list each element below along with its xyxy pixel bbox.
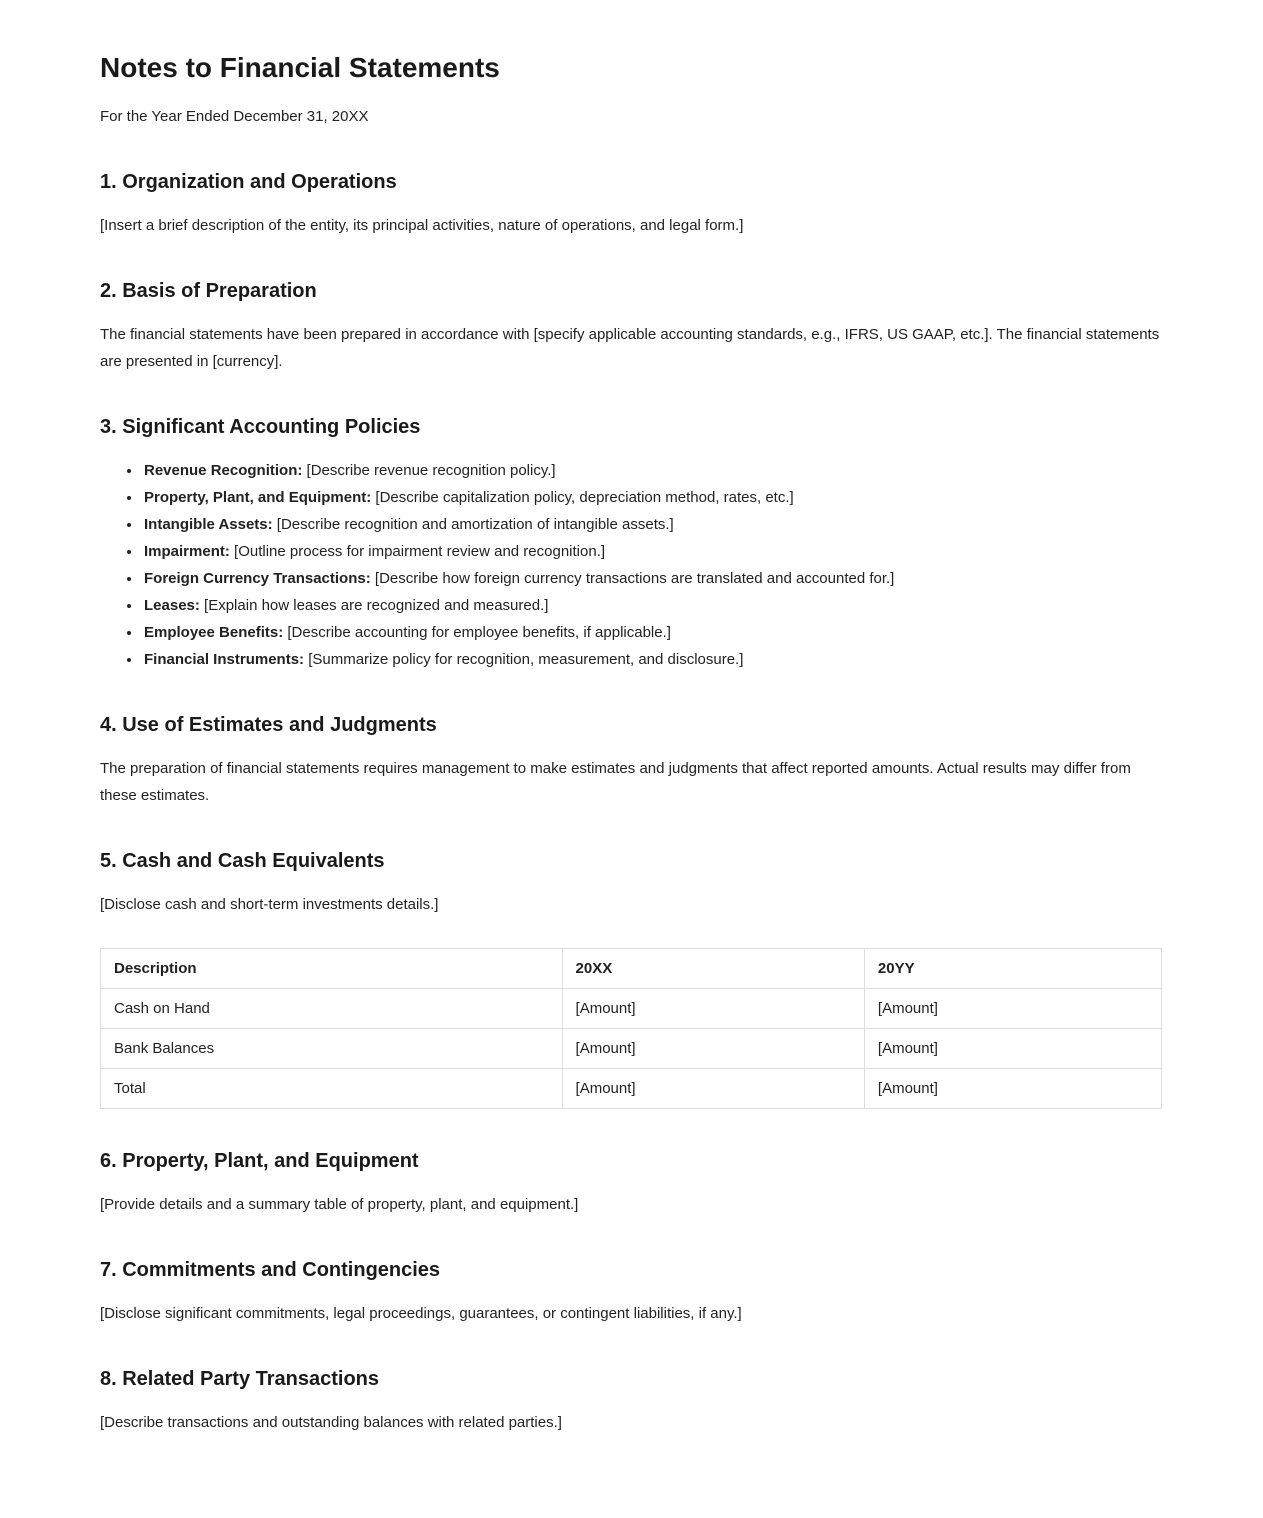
bullet-label: Impairment: bbox=[144, 543, 230, 560]
section-paragraph: [Disclose cash and short-term investments details.] bbox=[100, 896, 439, 913]
list-item-property-plant-equipment bbox=[142, 484, 1162, 511]
section-paragraph: The preparation of financial statements requires management to make estimates and judgments that affect reported amounts. Actual results may differ from these estimates. bbox=[100, 760, 1131, 804]
section-heading: 7. Commitments and Contingencies bbox=[100, 1259, 441, 1281]
table-cell-amount-20xx: [Amount] bbox=[562, 1069, 864, 1109]
table-cell-description: Total bbox=[101, 1069, 563, 1109]
section-paragraph: The financial statements have been prepared in accordance with [specify applicable accounting standards, e.g., IFRS, US GAAP, etc.]. The financial statements are presented in [currency]. bbox=[100, 326, 1160, 370]
bullet-text: [Describe revenue recognition policy.] bbox=[302, 462, 556, 479]
bullet-label: Financial Instruments: bbox=[144, 651, 305, 668]
section-use-of-estimates-and-judgments bbox=[100, 713, 1162, 809]
section-cash-and-cash-equivalents bbox=[100, 849, 1162, 1109]
policy-list bbox=[100, 457, 1162, 673]
section-heading: 2. Basis of Preparation bbox=[100, 280, 317, 302]
bullet-label: Foreign Currency Transactions: bbox=[144, 570, 371, 587]
page-title: Notes to Financial Statements bbox=[100, 52, 500, 83]
bullet-text: [Explain how leases are recognized and measured.] bbox=[199, 597, 549, 614]
table-cell-amount-20yy: [Amount] bbox=[864, 989, 1161, 1029]
section-heading: 5. Cash and Cash Equivalents bbox=[100, 850, 385, 872]
table-cell-description: Bank Balances bbox=[101, 1029, 563, 1069]
list-item-financial-instruments bbox=[142, 646, 1162, 673]
list-item-leases bbox=[142, 592, 1162, 619]
table-cell-amount-20xx: [Amount] bbox=[562, 989, 864, 1029]
bullet-label: Leases: bbox=[144, 597, 200, 614]
table-header-description: Description bbox=[101, 949, 563, 989]
section-basis-of-preparation bbox=[100, 279, 1162, 375]
list-item-revenue-recognition bbox=[142, 457, 1162, 484]
table-header-20xx: 20XX bbox=[562, 949, 864, 989]
bullet-text: [Describe recognition and amortization of intangible assets.] bbox=[272, 516, 674, 533]
list-item-impairment bbox=[142, 538, 1162, 565]
bullet-label: Employee Benefits: bbox=[144, 624, 284, 641]
section-heading: 6. Property, Plant, and Equipment bbox=[100, 1150, 419, 1172]
section-paragraph: [Describe transactions and outstanding balances with related parties.] bbox=[100, 1414, 562, 1431]
document-subtitle: For the Year Ended December 31, 20XX bbox=[100, 108, 369, 125]
section-paragraph: [Disclose significant commitments, legal proceedings, guarantees, or contingent liabilities, if any.] bbox=[100, 1305, 742, 1322]
cash-equivalents-table bbox=[100, 948, 1162, 1109]
list-item-employee-benefits bbox=[142, 619, 1162, 646]
section-paragraph: [Provide details and a summary table of property, plant, and equipment.] bbox=[100, 1196, 579, 1213]
bullet-text: [Describe capitalization policy, depreciation method, rates, etc.] bbox=[371, 489, 794, 506]
section-commitments-and-contingencies bbox=[100, 1258, 1162, 1327]
table-cell-description: Cash on Hand bbox=[101, 989, 563, 1029]
table-row-bank-balances bbox=[101, 1029, 1162, 1069]
bullet-text: [Describe how foreign currency transactions are translated and accounted for.] bbox=[370, 570, 895, 587]
table-cell-amount-20yy: [Amount] bbox=[864, 1069, 1161, 1109]
bullet-text: [Summarize policy for recognition, measurement, and disclosure.] bbox=[304, 651, 744, 668]
section-significant-accounting-policies bbox=[100, 415, 1162, 673]
section-organization-and-operations bbox=[100, 170, 1162, 239]
bullet-label: Intangible Assets: bbox=[144, 516, 273, 533]
section-heading: 4. Use of Estimates and Judgments bbox=[100, 714, 437, 736]
section-related-party-transactions bbox=[100, 1367, 1162, 1436]
bullet-label: Revenue Recognition: bbox=[144, 462, 303, 479]
bullet-text: [Describe accounting for employee benefits, if applicable.] bbox=[283, 624, 671, 641]
section-property-plant-and-equipment bbox=[100, 1149, 1162, 1218]
bullet-text: [Outline process for impairment review and recognition.] bbox=[229, 543, 606, 560]
table-header-row bbox=[101, 949, 1162, 989]
section-paragraph: [Insert a brief description of the entity, its principal activities, nature of operations, and legal form.] bbox=[100, 217, 744, 234]
list-item-foreign-currency-transactions bbox=[142, 565, 1162, 592]
table-cell-amount-20xx: [Amount] bbox=[562, 1029, 864, 1069]
table-row-total bbox=[101, 1069, 1162, 1109]
table-header-20yy: 20YY bbox=[864, 949, 1161, 989]
list-item-intangible-assets bbox=[142, 511, 1162, 538]
section-heading: 8. Related Party Transactions bbox=[100, 1368, 380, 1390]
section-heading: 1. Organization and Operations bbox=[100, 171, 397, 193]
table-row-cash-on-hand bbox=[101, 989, 1162, 1029]
section-heading: 3. Significant Accounting Policies bbox=[100, 416, 421, 438]
bullet-label: Property, Plant, and Equipment: bbox=[144, 489, 372, 506]
table-cell-amount-20yy: [Amount] bbox=[864, 1029, 1161, 1069]
